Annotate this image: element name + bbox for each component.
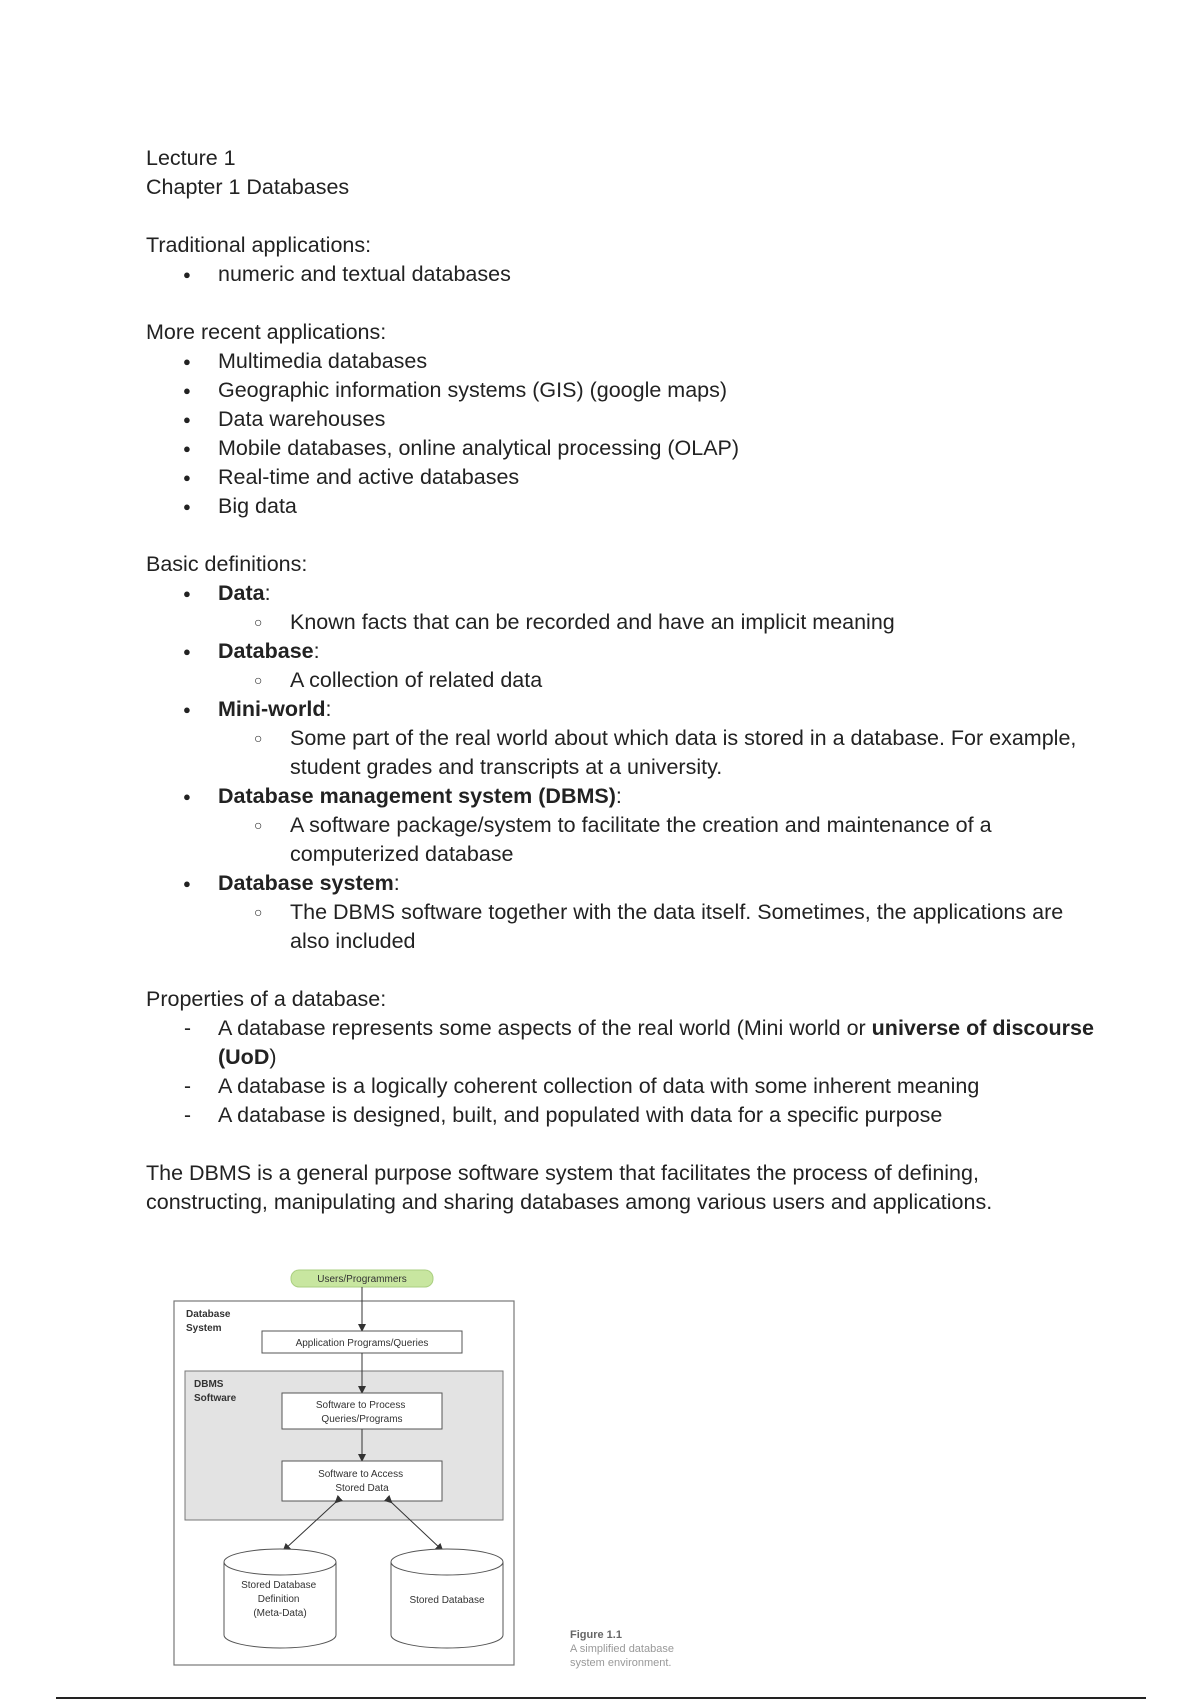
definition-item: ● Database system: ○ The DBMS software together with the data itself. Sometimes, the applications are also included [146,869,1106,956]
list-item: ● Geographic information systems (GIS) (google maps) [146,376,1106,405]
definitions-list [146,579,1106,956]
list-item: - A database represents some aspects of the real world (Mini world or universe of discourse (UoD) [146,1014,1106,1072]
caption-text: system environment. [570,1657,672,1669]
properties-list [146,1014,1106,1130]
chapter-title: Chapter 1 Databases [146,175,350,199]
list-item: - A database is a logically coherent collection of data with some inherent meaning [146,1072,1106,1101]
users-label: Users/Programmers [317,1274,407,1285]
definition-desc: ○ The DBMS software together with the data itself. Sometimes, the applications are also included [218,898,1106,956]
definition-term: Mini-world [218,697,326,721]
list-item: ● Big data [146,492,1106,521]
list-item: ● Data warehouses [146,405,1106,434]
definition-desc: ○ A collection of related data [218,666,1106,695]
dbms-label: DBMS Software [194,1379,237,1404]
database-system-label: Database System [186,1309,231,1334]
list-item: ● Real-time and active databases [146,463,1106,492]
definitions-heading: Basic definitions: [146,552,308,576]
svg-text:Stored Database: Stored Database [409,1595,485,1606]
access-label: Software to Access Stored Data [318,1469,404,1494]
stored-definition-cylinder [224,1549,336,1648]
app-programs-label: Application Programs/Queries [295,1338,429,1349]
list-item: ● Multimedia databases [146,347,1106,376]
list-item: - A database is designed, built, and populated with data for a specific purpose [146,1101,1106,1130]
stored-database-cylinder [391,1549,503,1648]
definition-desc: ○ A software package/system to facilitate the creation and maintenance of a computerized database [218,811,1106,869]
definition-term: Database [218,639,314,663]
dbms-figure [146,1250,676,1670]
definition-desc: ○ Some part of the real world about which data is stored in a database. For example, student grades and transcripts at a university. [218,724,1106,782]
dbms-paragraph: The DBMS is a general purpose software system that facilitates the process of defining, constructing, manipulating and sharing databases among various users and applications. [146,1161,993,1214]
process-label: Software to Process Queries/Programs [315,1400,406,1425]
definition-item: ● Data: ○ Known facts that can be recorded and have an implicit meaning [146,579,1106,637]
access-box [282,1461,442,1501]
definition-term: Data [218,581,265,605]
definition-term: Database system [218,871,394,895]
traditional-heading: Traditional applications: [146,233,372,257]
recent-heading: More recent applications: [146,320,387,344]
page-bottom-rule [56,1697,1146,1699]
lecture-label: Lecture 1 [146,146,236,170]
definition-item: ● Database: ○ A collection of related data [146,637,1106,695]
svg-text:Stored Database Defini: Stored Database Definition (Meta-Data) [241,1580,317,1619]
traditional-list [146,260,1106,289]
document-page [146,144,1106,1217]
definition-desc: ○ Known facts that can be recorded and have an implicit meaning [218,608,1106,637]
caption-title: Figure 1.1 [570,1629,622,1641]
recent-list [146,347,1106,521]
figure-caption [570,1628,690,1670]
definition-item: ● Database management system (DBMS): ○ A software package/system to facilitate the creation and maintenance of a computerized database [146,782,1106,869]
list-item: ● Mobile databases, online analytical processing (OLAP) [146,434,1106,463]
list-item: ● numeric and textual databases [146,260,1106,289]
definition-item: ● Mini-world: ○ Some part of the real world about which data is stored in a database. For example, student grades and transcripts at a university. [146,695,1106,782]
caption-text: A simplified database [570,1643,674,1655]
definition-term: Database management system (DBMS) [218,784,616,808]
properties-heading: Properties of a database: [146,987,387,1011]
